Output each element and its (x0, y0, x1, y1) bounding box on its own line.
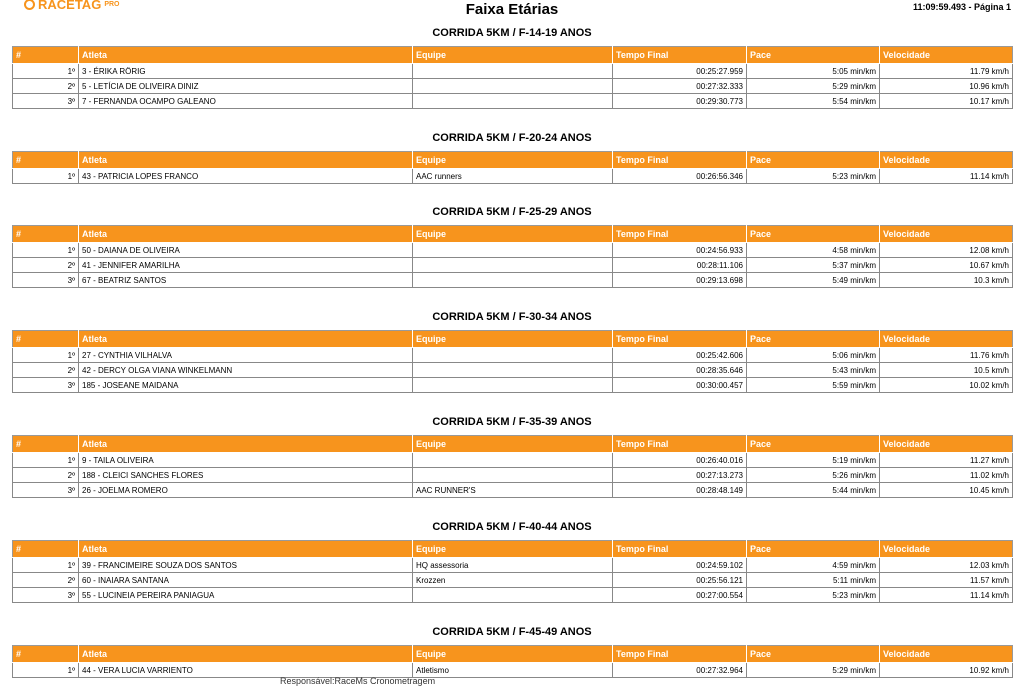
table-cell (413, 79, 613, 94)
table-cell (413, 588, 613, 603)
table-cell (413, 348, 613, 363)
column-header: Velocidade (880, 331, 1013, 348)
table-cell: 7 - FERNANDA OCAMPO GALEANO (79, 94, 413, 109)
table-cell (413, 363, 613, 378)
timestamp-page: 11:09:59.493 - Página 1 (912, 2, 1011, 12)
table-cell: 5:23 min/km (747, 588, 880, 603)
column-header: # (13, 47, 79, 64)
table-cell: 10.45 km/h (880, 483, 1013, 498)
table-cell: 5:29 min/km (747, 79, 880, 94)
table-row (13, 588, 1013, 603)
column-header: # (13, 331, 79, 348)
column-header: Velocidade (880, 646, 1013, 663)
column-header: Atleta (79, 331, 413, 348)
table-cell: AAC RUNNER'S (413, 483, 613, 498)
column-header: Tempo Final (613, 152, 747, 169)
table-cell: 5:49 min/km (747, 273, 880, 288)
column-header: Tempo Final (613, 331, 747, 348)
table-row (13, 258, 1013, 273)
column-header: # (13, 226, 79, 243)
table-cell: 50 - DAIANA DE OLIVEIRA (79, 243, 413, 258)
table-cell: 00:29:30.773 (613, 94, 747, 109)
table-row (13, 378, 1013, 393)
table-cell: 11.76 km/h (880, 348, 1013, 363)
table-cell: 1º (13, 64, 79, 79)
table-cell: 1º (13, 663, 79, 678)
table-cell: 11.14 km/h (880, 588, 1013, 603)
column-header: Atleta (79, 541, 413, 558)
table-cell: 3º (13, 94, 79, 109)
column-header: # (13, 436, 79, 453)
section-title: CORRIDA 5KM / F-30-34 ANOS (432, 311, 592, 323)
table-cell: 2º (13, 573, 79, 588)
table-row (13, 79, 1013, 94)
column-header: Atleta (79, 646, 413, 663)
table-row (13, 468, 1013, 483)
column-header: Equipe (413, 331, 613, 348)
results-table (12, 151, 1013, 184)
table-cell: 2º (13, 363, 79, 378)
table-cell: 42 - DERCY OLGA VIANA WINKELMANN (79, 363, 413, 378)
table-row (13, 573, 1013, 588)
table-cell: 4:59 min/km (747, 558, 880, 573)
table-cell: 67 - BEATRIZ SANTOS (79, 273, 413, 288)
table-cell: 12.03 km/h (880, 558, 1013, 573)
table-cell: 60 - INAIARA SANTANA (79, 573, 413, 588)
table-cell: 5:43 min/km (747, 363, 880, 378)
table-cell: 1º (13, 348, 79, 363)
section-title: CORRIDA 5KM / F-20-24 ANOS (432, 132, 592, 144)
table-cell: 00:29:13.698 (613, 273, 747, 288)
table-cell: 44 - VERA LUCIA VARRIENTO (79, 663, 413, 678)
table-cell (413, 453, 613, 468)
table-row (13, 663, 1013, 678)
table-cell: 3º (13, 588, 79, 603)
table-header-row (13, 331, 1013, 348)
table-cell: HQ assessoria (413, 558, 613, 573)
column-header: Pace (747, 436, 880, 453)
results-table (12, 540, 1013, 603)
table-cell: 11.79 km/h (880, 64, 1013, 79)
column-header: Tempo Final (613, 226, 747, 243)
table-row (13, 348, 1013, 363)
section-title: CORRIDA 5KM / F-25-29 ANOS (432, 206, 592, 218)
column-header: Velocidade (880, 47, 1013, 64)
column-header: Equipe (413, 646, 613, 663)
table-header-row (13, 646, 1013, 663)
table-cell: 10.96 km/h (880, 79, 1013, 94)
table-cell: 5:06 min/km (747, 348, 880, 363)
column-header: Equipe (413, 226, 613, 243)
table-cell: 5:37 min/km (747, 258, 880, 273)
table-cell: 10.67 km/h (880, 258, 1013, 273)
column-header: Tempo Final (613, 47, 747, 64)
table-cell: 00:28:11.106 (613, 258, 747, 273)
table-cell: 5:44 min/km (747, 483, 880, 498)
table-row (13, 243, 1013, 258)
table-row (13, 558, 1013, 573)
table-cell: 11.57 km/h (880, 573, 1013, 588)
table-header-row (13, 226, 1013, 243)
column-header: Equipe (413, 47, 613, 64)
result-section (12, 204, 1012, 288)
results-table (12, 225, 1013, 288)
result-section (12, 130, 1012, 184)
column-header: Atleta (79, 152, 413, 169)
table-cell: 00:27:13.273 (613, 468, 747, 483)
column-header: Equipe (413, 541, 613, 558)
table-cell: 12.08 km/h (880, 243, 1013, 258)
table-cell: 1º (13, 558, 79, 573)
column-header: Pace (747, 331, 880, 348)
table-cell: 00:24:56.933 (613, 243, 747, 258)
table-cell: 26 - JOELMA ROMERO (79, 483, 413, 498)
table-cell: 5:05 min/km (747, 64, 880, 79)
table-cell: AAC runners (413, 169, 613, 184)
result-section (12, 25, 1012, 109)
table-row (13, 363, 1013, 378)
table-cell (413, 243, 613, 258)
table-cell: 5:26 min/km (747, 468, 880, 483)
table-cell: 11.02 km/h (880, 468, 1013, 483)
table-cell: 00:30:00.457 (613, 378, 747, 393)
table-cell: 3º (13, 378, 79, 393)
section-title: CORRIDA 5KM / F-45-49 ANOS (432, 626, 592, 638)
table-cell: 11.27 km/h (880, 453, 1013, 468)
table-cell: Krozzen (413, 573, 613, 588)
table-cell: 11.14 km/h (880, 169, 1013, 184)
column-header: Velocidade (880, 436, 1013, 453)
table-cell: 00:25:56.121 (613, 573, 747, 588)
result-section (12, 624, 1012, 678)
section-title: CORRIDA 5KM / F-14-19 ANOS (432, 27, 592, 39)
column-header: Pace (747, 152, 880, 169)
column-header: # (13, 541, 79, 558)
table-cell: 00:25:42.606 (613, 348, 747, 363)
table-cell: 00:26:56.346 (613, 169, 747, 184)
column-header: Velocidade (880, 226, 1013, 243)
table-cell: 2º (13, 79, 79, 94)
table-header-row (13, 47, 1013, 64)
column-header: Tempo Final (613, 541, 747, 558)
table-cell: 188 - CLEICI SANCHES FLORES (79, 468, 413, 483)
result-section (12, 309, 1012, 393)
table-cell: 1º (13, 169, 79, 184)
column-header: Velocidade (880, 152, 1013, 169)
table-cell: 5 - LETÍCIA DE OLIVEIRA DINIZ (79, 79, 413, 94)
table-cell: 3º (13, 483, 79, 498)
logo-sub: PRO (104, 0, 120, 8)
table-row (13, 273, 1013, 288)
table-header-row (13, 436, 1013, 453)
table-cell (413, 258, 613, 273)
column-header: Pace (747, 47, 880, 64)
column-header: Equipe (413, 436, 613, 453)
table-cell: 00:26:40.016 (613, 453, 747, 468)
table-cell: 4:58 min/km (747, 243, 880, 258)
table-cell: 00:24:59.102 (613, 558, 747, 573)
table-cell: 00:25:27.959 (613, 64, 747, 79)
column-header: Equipe (413, 152, 613, 169)
table-cell: 2º (13, 468, 79, 483)
section-title: CORRIDA 5KM / F-35-39 ANOS (432, 416, 592, 428)
table-cell: 10.17 km/h (880, 94, 1013, 109)
table-row (13, 453, 1013, 468)
table-cell: 1º (13, 243, 79, 258)
table-cell: 00:28:35.646 (613, 363, 747, 378)
table-cell: 10.3 km/h (880, 273, 1013, 288)
footer-credit: Responsável:RaceMs Cronometragem (280, 676, 436, 686)
table-cell: 43 - PATRICIA LOPES FRANCO (79, 169, 413, 184)
table-cell: 10.02 km/h (880, 378, 1013, 393)
page-title: Faixa Etárias (465, 1, 559, 18)
table-header-row (13, 541, 1013, 558)
table-cell: 5:59 min/km (747, 378, 880, 393)
table-cell: 00:27:00.554 (613, 588, 747, 603)
column-header: # (13, 152, 79, 169)
table-cell: 10.92 km/h (880, 663, 1013, 678)
table-row (13, 94, 1013, 109)
table-cell: 5:11 min/km (747, 573, 880, 588)
results-table (12, 435, 1013, 498)
table-cell: 00:27:32.333 (613, 79, 747, 94)
table-row (13, 483, 1013, 498)
table-cell (413, 468, 613, 483)
table-header-row (13, 152, 1013, 169)
table-cell: 9 - TAILA OLIVEIRA (79, 453, 413, 468)
table-cell: 3 - ÉRIKA RÖRIG (79, 64, 413, 79)
table-cell: 2º (13, 258, 79, 273)
column-header: Pace (747, 541, 880, 558)
column-header: Pace (747, 646, 880, 663)
table-cell (413, 273, 613, 288)
table-cell: 5:19 min/km (747, 453, 880, 468)
table-cell: 10.5 km/h (880, 363, 1013, 378)
table-cell: 185 - JOSEANE MAIDANA (79, 378, 413, 393)
logo-text: RACETAG (38, 0, 102, 12)
table-cell: 27 - CYNTHIA VILHALVA (79, 348, 413, 363)
table-cell: 5:29 min/km (747, 663, 880, 678)
table-cell: 00:27:32.964 (613, 663, 747, 678)
table-cell: 55 - LUCINEIA PEREIRA PANIAGUA (79, 588, 413, 603)
table-cell: 5:23 min/km (747, 169, 880, 184)
column-header: # (13, 646, 79, 663)
table-cell (413, 64, 613, 79)
column-header: Tempo Final (613, 646, 747, 663)
table-cell (413, 378, 613, 393)
result-section (12, 519, 1012, 603)
table-row (13, 169, 1013, 184)
table-cell: 00:28:48.149 (613, 483, 747, 498)
table-cell (413, 94, 613, 109)
column-header: Velocidade (880, 541, 1013, 558)
table-cell: 3º (13, 273, 79, 288)
results-table (12, 330, 1013, 393)
result-section (12, 414, 1012, 498)
results-table (12, 645, 1013, 678)
column-header: Pace (747, 226, 880, 243)
column-header: Tempo Final (613, 436, 747, 453)
table-row (13, 64, 1013, 79)
table-cell: 1º (13, 453, 79, 468)
section-title: CORRIDA 5KM / F-40-44 ANOS (432, 521, 592, 533)
column-header: Atleta (79, 436, 413, 453)
table-cell: Atletismo (413, 663, 613, 678)
column-header: Atleta (79, 226, 413, 243)
table-cell: 39 - FRANCIMEIRE SOUZA DOS SANTOS (79, 558, 413, 573)
table-cell: 5:54 min/km (747, 94, 880, 109)
column-header: Atleta (79, 47, 413, 64)
results-table (12, 46, 1013, 109)
table-cell: 41 - JENNIFER AMARILHA (79, 258, 413, 273)
